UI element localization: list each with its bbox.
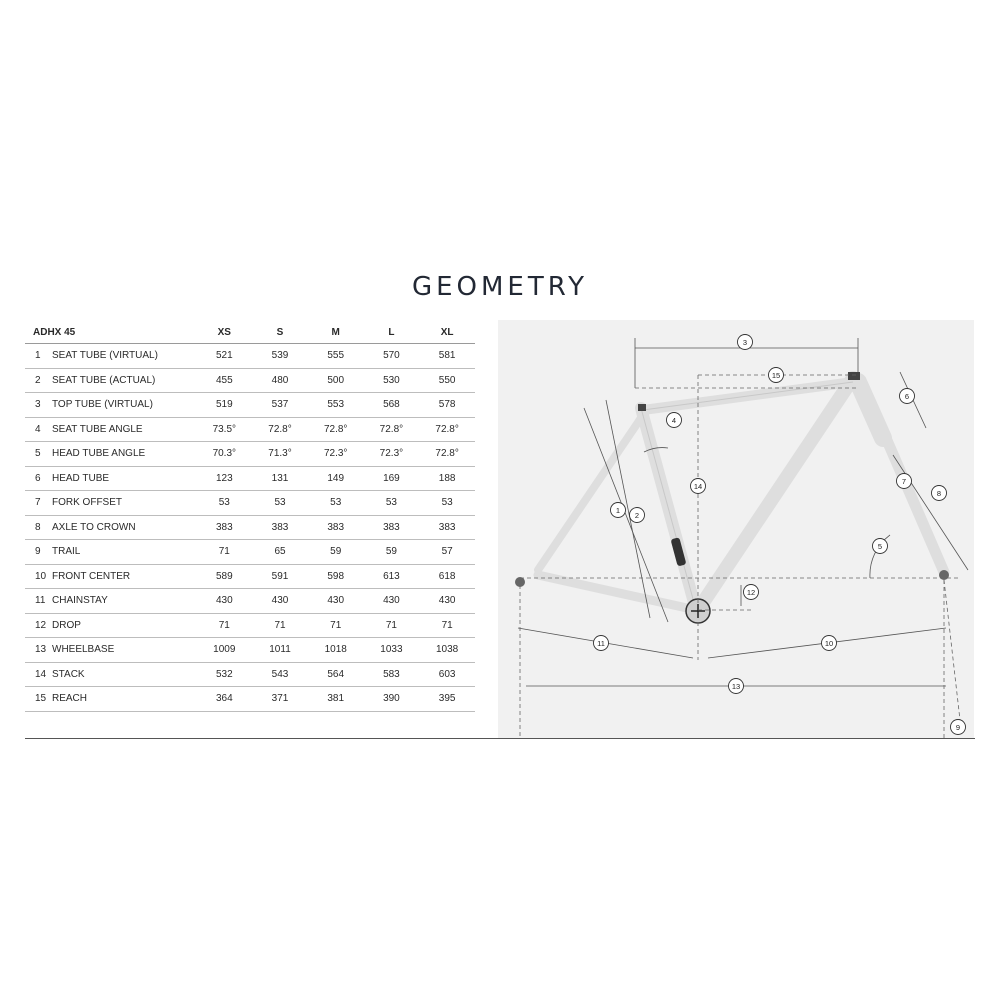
cell-s: 65: [252, 540, 308, 565]
cell-xs: 532: [196, 662, 252, 687]
marker-label: 12: [746, 587, 756, 597]
table-row: [25, 442, 475, 467]
row-label: [25, 368, 196, 393]
marker-label: 15: [771, 370, 781, 380]
dimension-marker-6: [900, 389, 915, 404]
dimension-marker-2: [630, 508, 645, 523]
marker-label: 14: [693, 481, 703, 491]
row-label: [25, 491, 196, 516]
marker-label: 4: [671, 415, 677, 425]
cell-xl: 71: [419, 613, 475, 638]
row-label-text: HEAD TUBE ANGLE: [52, 448, 146, 460]
cell-xs: 364: [196, 687, 252, 712]
cell-xs: 123: [196, 466, 252, 491]
row-label: [25, 613, 196, 638]
row-label-text: HEAD TUBE: [52, 472, 110, 484]
cell-m: 72.3°: [308, 442, 364, 467]
row-number: 12: [35, 619, 47, 631]
cell-m: 500: [308, 368, 364, 393]
cell-s: 71: [252, 613, 308, 638]
cell-l: 390: [364, 687, 420, 712]
cell-xs: 71: [196, 540, 252, 565]
row-number: 15: [35, 693, 47, 705]
cell-l: 71: [364, 613, 420, 638]
marker-label: 6: [904, 391, 910, 401]
cell-m: 381: [308, 687, 364, 712]
cell-s: 543: [252, 662, 308, 687]
table-header-row: [25, 321, 475, 344]
table-row: [25, 687, 475, 712]
size-header-xs: XS: [196, 321, 252, 344]
size-header-s: S: [252, 321, 308, 344]
row-number: 3: [35, 399, 41, 411]
row-number: 8: [35, 521, 41, 533]
cell-xl: 430: [419, 589, 475, 614]
cell-xl: 618: [419, 564, 475, 589]
table-row: [25, 638, 475, 663]
row-label-text: SEAT TUBE (VIRTUAL): [52, 350, 158, 362]
cell-xl: 1038: [419, 638, 475, 663]
cell-m: 564: [308, 662, 364, 687]
row-label: [25, 417, 196, 442]
table-row: [25, 368, 475, 393]
row-number: 6: [35, 472, 41, 484]
row-label: [25, 662, 196, 687]
cell-s: 591: [252, 564, 308, 589]
cell-s: 480: [252, 368, 308, 393]
row-label: [25, 442, 196, 467]
cell-l: 72.3°: [364, 442, 420, 467]
frame-geometry-diagram: [498, 320, 974, 738]
dimension-marker-12: [744, 585, 759, 600]
cell-s: 131: [252, 466, 308, 491]
cell-m: 1018: [308, 638, 364, 663]
cell-m: 59: [308, 540, 364, 565]
cell-m: 553: [308, 393, 364, 418]
row-label-text: FORK OFFSET: [52, 497, 122, 509]
table-row: [25, 613, 475, 638]
table-row: [25, 491, 475, 516]
cell-xs: 53: [196, 491, 252, 516]
cell-xs: 455: [196, 368, 252, 393]
cell-xl: 53: [419, 491, 475, 516]
cell-s: 383: [252, 515, 308, 540]
cell-s: 1011: [252, 638, 308, 663]
row-label-text: STACK: [52, 668, 85, 680]
cell-l: 59: [364, 540, 420, 565]
row-label-text: SEAT TUBE (ACTUAL): [52, 374, 156, 386]
cell-m: 430: [308, 589, 364, 614]
dimension-marker-11: [594, 636, 609, 651]
size-header-l: L: [364, 321, 420, 344]
dimension-marker-10: [822, 636, 837, 651]
row-label-text: DROP: [52, 619, 81, 631]
row-label: [25, 393, 196, 418]
cell-s: 72.8°: [252, 417, 308, 442]
cell-m: 71: [308, 613, 364, 638]
dimension-marker-1: [611, 503, 626, 518]
row-label-text: TRAIL: [52, 546, 81, 558]
dimension-marker-13: [729, 679, 744, 694]
row-label: [25, 540, 196, 565]
row-label-text: AXLE TO CROWN: [52, 521, 136, 533]
row-label-text: WHEELBASE: [52, 644, 115, 656]
dimension-marker-8: [932, 486, 947, 501]
size-header-m: M: [308, 321, 364, 344]
table-row: [25, 540, 475, 565]
marker-label: 5: [877, 541, 883, 551]
marker-label: 11: [597, 638, 605, 648]
cell-xl: 57: [419, 540, 475, 565]
cell-l: 53: [364, 491, 420, 516]
page-title: GEOMETRY: [411, 272, 589, 303]
marker-label: 8: [936, 488, 942, 498]
cell-xs: 430: [196, 589, 252, 614]
cell-m: 149: [308, 466, 364, 491]
cell-m: 53: [308, 491, 364, 516]
row-label-text: FRONT CENTER: [52, 570, 131, 582]
cell-xs: 519: [196, 393, 252, 418]
row-number: 11: [35, 595, 46, 607]
cell-xs: 1009: [196, 638, 252, 663]
cell-l: 530: [364, 368, 420, 393]
dimension-marker-7: [897, 474, 912, 489]
cell-m: 72.8°: [308, 417, 364, 442]
dimension-marker-9: [951, 720, 966, 735]
row-label-text: REACH: [52, 693, 88, 705]
cell-s: 53: [252, 491, 308, 516]
row-number: 7: [35, 497, 41, 509]
marker-label: 10: [824, 638, 834, 648]
cell-m: 383: [308, 515, 364, 540]
row-label: [25, 515, 196, 540]
cell-s: 539: [252, 344, 308, 369]
cell-xl: 550: [419, 368, 475, 393]
row-number: 14: [35, 668, 47, 680]
cell-l: 383: [364, 515, 420, 540]
table-row: [25, 662, 475, 687]
cell-xl: 383: [419, 515, 475, 540]
row-number: 4: [35, 423, 41, 435]
marker-label: 13: [731, 681, 741, 691]
dimension-marker-14: [691, 479, 706, 494]
cell-l: 613: [364, 564, 420, 589]
cell-xs: 383: [196, 515, 252, 540]
row-number: 2: [35, 374, 41, 386]
marker-label: 9: [955, 722, 961, 732]
row-label: [25, 638, 196, 663]
row-number: 9: [35, 546, 41, 558]
marker-label: 7: [901, 476, 907, 486]
cell-xs: 71: [196, 613, 252, 638]
cell-l: 583: [364, 662, 420, 687]
table-body: [25, 344, 475, 712]
marker-label: 1: [615, 505, 621, 515]
table-row: [25, 515, 475, 540]
headset-cap: [848, 372, 860, 380]
cell-s: 430: [252, 589, 308, 614]
row-label: [25, 466, 196, 491]
marker-label: 3: [742, 337, 748, 347]
row-label: [25, 564, 196, 589]
cell-xl: 578: [419, 393, 475, 418]
table-row: [25, 564, 475, 589]
marker-label: 2: [634, 510, 640, 520]
cell-l: 169: [364, 466, 420, 491]
table-row: [25, 417, 475, 442]
cell-xs: 589: [196, 564, 252, 589]
geometry-table: [25, 321, 475, 712]
table-row: [25, 466, 475, 491]
cell-xs: 73.5°: [196, 417, 252, 442]
cell-s: 71.3°: [252, 442, 308, 467]
cell-xl: 72.8°: [419, 417, 475, 442]
row-label-text: CHAINSTAY: [52, 595, 108, 607]
cell-xl: 581: [419, 344, 475, 369]
cell-xl: 395: [419, 687, 475, 712]
cell-l: 430: [364, 589, 420, 614]
row-number: 5: [35, 448, 41, 460]
cell-l: 1033: [364, 638, 420, 663]
cell-m: 555: [308, 344, 364, 369]
row-number: 1: [35, 350, 41, 362]
model-name: ADHX 45: [25, 321, 196, 344]
cell-l: 72.8°: [364, 417, 420, 442]
row-number: 13: [35, 644, 47, 656]
dimension-marker-3: [738, 335, 753, 350]
dimension-marker-15: [769, 368, 784, 383]
row-label: [25, 687, 196, 712]
bottom-divider: [25, 738, 975, 739]
seat-clamp: [638, 404, 646, 411]
size-header-xl: XL: [419, 321, 475, 344]
cell-m: 598: [308, 564, 364, 589]
row-label-text: SEAT TUBE ANGLE: [52, 423, 143, 435]
row-label: [25, 589, 196, 614]
row-label: [25, 344, 196, 369]
cell-xl: 188: [419, 466, 475, 491]
bike-frame-illustration: [498, 320, 974, 738]
table-row: [25, 589, 475, 614]
dimension-marker-5: [873, 539, 888, 554]
cell-xs: 70.3°: [196, 442, 252, 467]
front-dropout: [939, 570, 949, 580]
row-label-text: TOP TUBE (VIRTUAL): [52, 399, 153, 411]
cell-xl: 72.8°: [419, 442, 475, 467]
cell-s: 371: [252, 687, 308, 712]
table-row: [25, 393, 475, 418]
cell-s: 537: [252, 393, 308, 418]
dimension-marker-4: [667, 413, 682, 428]
row-number: 10: [35, 570, 47, 582]
cell-xl: 603: [419, 662, 475, 687]
cell-xs: 521: [196, 344, 252, 369]
cell-l: 568: [364, 393, 420, 418]
table-row: [25, 344, 475, 369]
cell-l: 570: [364, 344, 420, 369]
